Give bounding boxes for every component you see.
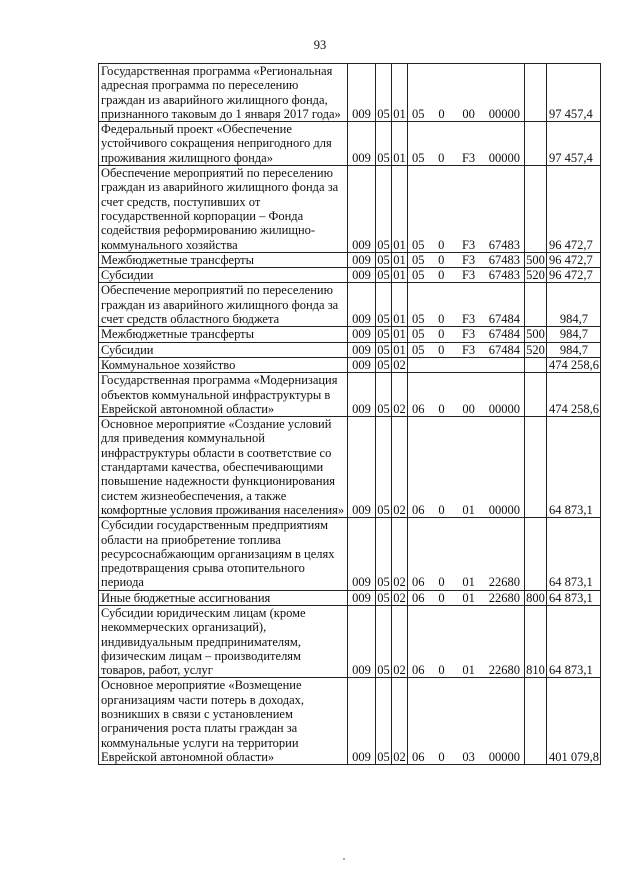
target-article-code — [408, 327, 525, 342]
target-article-measure: F3 — [461, 327, 476, 342]
target-article-program: 06 — [412, 663, 425, 678]
target-article-direction: 00000 — [488, 106, 520, 121]
row-name: Межбюджетные трансферты — [99, 252, 348, 267]
subsection-code: 02 — [393, 357, 406, 372]
expense-type-code — [525, 417, 547, 518]
target-article-code — [408, 373, 525, 417]
expense-type-code — [525, 122, 547, 166]
target-article-direction: 00000 — [488, 401, 520, 416]
expense-type-code — [525, 166, 547, 253]
target-article-program: 06 — [412, 590, 425, 605]
target-article-subprogram: 0 — [438, 150, 445, 165]
subsection-code: 01 — [393, 252, 406, 267]
target-article-direction: 67484 — [488, 342, 520, 357]
target-article-code — [408, 64, 525, 122]
target-article-code — [408, 417, 525, 518]
target-article-code — [408, 283, 525, 327]
subsection-code: 01 — [393, 268, 406, 283]
table-row — [99, 590, 601, 605]
subsection-code: 02 — [392, 518, 408, 590]
row-name: Государственная программа «Региональная адресная программа по переселению граждан из аварийного жилищного фонда, признанного таковым до 1 января 2017 года» — [99, 64, 348, 122]
section-code: 05 — [377, 342, 390, 357]
expense-type-code: 810 — [525, 605, 547, 677]
target-article-measure: F3 — [461, 268, 476, 283]
ministry-code: 009 — [348, 166, 376, 253]
target-article-program: 05 — [412, 150, 425, 165]
target-article-direction: 67483 — [488, 252, 520, 267]
subsection-code: 02 — [392, 678, 408, 765]
target-article-code — [408, 342, 525, 357]
table-row — [99, 605, 601, 677]
table-row — [99, 122, 601, 166]
expense-type-code — [525, 64, 547, 122]
target-article-program: 05 — [412, 252, 425, 267]
amount: 401 079,8 — [547, 678, 601, 765]
amount: 984,7 — [547, 283, 601, 327]
subsection-code: 01 — [392, 166, 408, 253]
row-name: Коммунальное хозяйство — [99, 357, 348, 372]
expense-type-code — [525, 283, 547, 327]
table-row — [99, 518, 601, 590]
row-name: Основное мероприятие «Создание условий для приведения коммунальной инфраструктуры области в соответствие со стандартами качества, обеспечивающими повышение надежности функционирования систем жизнеобеспечения, а также комфортные условия проживания населения» — [99, 417, 348, 518]
target-article-direction: 67483 — [488, 268, 520, 283]
target-article-subprogram: 0 — [438, 575, 445, 590]
ministry-code: 009 — [348, 327, 376, 342]
section-code: 05 — [377, 252, 390, 267]
target-article-subprogram: 0 — [438, 268, 445, 283]
amount: 984,7 — [547, 327, 601, 342]
row-name: Обеспечение мероприятий по переселению граждан из аварийного жилищного фонда за счет средств, поступивших от государственной корпорации – Фонда содействия реформированию жилищно-коммунального хозяйства — [99, 166, 348, 253]
target-article-measure: F3 — [461, 342, 476, 357]
amount: 64 873,1 — [547, 518, 601, 590]
subsection-code: 01 — [392, 122, 408, 166]
target-article-program: 06 — [412, 502, 425, 517]
target-article-code — [408, 605, 525, 677]
amount: 96 472,7 — [547, 252, 601, 267]
target-article-code — [408, 678, 525, 765]
ministry-code: 009 — [348, 417, 376, 518]
table-row — [99, 166, 601, 253]
target-article-subprogram: 0 — [438, 590, 445, 605]
subsection-code: 02 — [393, 590, 406, 605]
target-article-measure: F3 — [461, 312, 476, 327]
target-article-program: 05 — [412, 312, 425, 327]
subsection-code: 02 — [392, 373, 408, 417]
table-row — [99, 252, 601, 267]
table-row — [99, 678, 601, 765]
target-article-subprogram: 0 — [438, 312, 445, 327]
section-code: 05 — [376, 122, 392, 166]
target-article-subprogram: 0 — [438, 663, 445, 678]
section-code: 05 — [376, 166, 392, 253]
section-code: 05 — [376, 678, 392, 765]
target-article-direction: 00000 — [488, 749, 520, 764]
section-code: 05 — [376, 64, 392, 122]
target-article-code — [408, 357, 525, 372]
section-code: 05 — [377, 327, 390, 342]
target-article-code — [408, 518, 525, 590]
row-name: Субсидии юридическим лицам (кроме некоммерческих организаций), индивидуальным предпринимателям, физическим лицам – производителям товаров, работ, услуг — [99, 605, 348, 677]
target-article-direction: 00000 — [488, 150, 520, 165]
table-row — [99, 64, 601, 122]
section-code: 05 — [377, 590, 390, 605]
target-article-measure: 01 — [462, 502, 475, 517]
ministry-code: 009 — [348, 252, 376, 267]
row-name: Федеральный проект «Обеспечение устойчивого сокращения непригодного для проживания жилищного фонда» — [99, 122, 348, 166]
ministry-code: 009 — [348, 122, 376, 166]
target-article-code — [408, 590, 525, 605]
ministry-code: 009 — [348, 283, 376, 327]
row-name: Субсидии — [99, 342, 348, 357]
section-code: 05 — [376, 605, 392, 677]
row-name: Государственная программа «Модернизация объектов коммунальной инфраструктуры в Еврейской автономной области» — [99, 373, 348, 417]
table-row — [99, 357, 601, 372]
expense-type-code: 520 — [526, 268, 545, 283]
target-article-program: 06 — [412, 401, 425, 416]
target-article-measure: 00 — [462, 401, 475, 416]
target-article-code — [408, 268, 525, 283]
amount: 97 457,4 — [547, 122, 601, 166]
target-article-subprogram: 0 — [438, 401, 445, 416]
section-code: 05 — [376, 283, 392, 327]
ministry-code: 009 — [348, 342, 376, 357]
amount: 474 258,6 — [547, 373, 601, 417]
row-name: Иные бюджетные ассигнования — [99, 590, 348, 605]
target-article-program: 05 — [412, 237, 425, 252]
expense-type-code: 500 — [526, 327, 545, 342]
row-name: Субсидии государственным предприятиям области на приобретение топлива ресурсоснабжающим организациям в целях предотвращения срыва отопительного периода — [99, 518, 348, 590]
ministry-code: 009 — [348, 678, 376, 765]
amount: 96 472,7 — [547, 166, 601, 253]
target-article-direction: 22680 — [488, 575, 520, 590]
target-article-program: 05 — [412, 106, 425, 121]
amount: 474 258,6 — [547, 357, 601, 372]
budget-table — [98, 63, 601, 765]
page-number: 93 — [313, 38, 327, 52]
table-row — [99, 373, 601, 417]
target-article-code — [408, 122, 525, 166]
target-article-measure: F3 — [461, 237, 476, 252]
subsection-code: 01 — [393, 327, 406, 342]
target-article-direction: 22680 — [488, 590, 520, 605]
target-article-code — [408, 252, 525, 267]
amount: 96 472,7 — [547, 268, 601, 283]
table-row — [99, 342, 601, 357]
amount: 984,7 — [547, 342, 601, 357]
target-article-direction: 22680 — [488, 663, 520, 678]
subsection-code: 02 — [392, 417, 408, 518]
target-article-subprogram: 0 — [438, 327, 445, 342]
target-article-subprogram: 0 — [438, 252, 445, 267]
table-row — [99, 283, 601, 327]
target-article-measure: F3 — [461, 252, 476, 267]
ministry-code: 009 — [348, 518, 376, 590]
row-name: Субсидии — [99, 268, 348, 283]
target-article-subprogram: 0 — [438, 106, 445, 121]
subsection-code: 01 — [393, 342, 406, 357]
target-article-direction: 67483 — [488, 237, 520, 252]
ministry-code: 009 — [348, 64, 376, 122]
section-code: 05 — [376, 417, 392, 518]
target-article-measure: 00 — [462, 106, 475, 121]
amount: 64 873,1 — [547, 605, 601, 677]
expense-type-code — [525, 678, 547, 765]
subsection-code: 02 — [392, 605, 408, 677]
amount: 64 873,1 — [547, 417, 601, 518]
target-article-direction: 67484 — [488, 312, 520, 327]
target-article-program: 05 — [412, 342, 425, 357]
expense-type-code — [525, 373, 547, 417]
expense-type-code: 500 — [526, 252, 545, 267]
scan-artifact — [343, 858, 345, 860]
section-code: 05 — [377, 268, 390, 283]
ministry-code: 009 — [348, 268, 376, 283]
target-article-measure: 03 — [462, 749, 475, 764]
table-row — [99, 327, 601, 342]
subsection-code: 01 — [392, 64, 408, 122]
target-article-code — [408, 166, 525, 253]
ministry-code: 009 — [348, 373, 376, 417]
section-code: 05 — [376, 518, 392, 590]
row-name: Межбюджетные трансферты — [99, 327, 348, 342]
section-code: 05 — [376, 373, 392, 417]
row-name: Обеспечение мероприятий по переселению граждан из аварийного жилищного фонда за счет средств областного бюджета — [99, 283, 348, 327]
target-article-measure: 01 — [462, 663, 475, 678]
target-article-program: 06 — [412, 575, 425, 590]
target-article-subprogram: 0 — [438, 342, 445, 357]
target-article-measure: 01 — [462, 590, 475, 605]
target-article-program: 05 — [412, 327, 425, 342]
section-code: 05 — [377, 357, 390, 372]
target-article-subprogram: 0 — [438, 502, 445, 517]
table-row — [99, 417, 601, 518]
expense-type-code: 800 — [526, 590, 545, 605]
row-name: Основное мероприятие «Возмещение организациям части потерь в доходах, возникших в связи с установлением ограничения роста платы граждан за коммунальные услуги на территории Еврейской автономной области» — [99, 678, 348, 765]
target-article-measure: F3 — [461, 150, 476, 165]
expense-type-code — [525, 518, 547, 590]
target-article-direction: 00000 — [488, 502, 520, 517]
target-article-program: 05 — [412, 268, 425, 283]
target-article-subprogram: 0 — [438, 749, 445, 764]
amount: 64 873,1 — [547, 590, 601, 605]
amount: 97 457,4 — [547, 64, 601, 122]
target-article-direction: 67484 — [488, 327, 520, 342]
ministry-code: 009 — [348, 605, 376, 677]
target-article-measure: 01 — [462, 575, 475, 590]
expense-type-code: 520 — [526, 342, 545, 357]
ministry-code: 009 — [348, 590, 376, 605]
subsection-code: 01 — [392, 283, 408, 327]
expense-type-code — [525, 357, 547, 372]
target-article-program: 06 — [412, 749, 425, 764]
target-article-subprogram: 0 — [438, 237, 445, 252]
table-row — [99, 268, 601, 283]
ministry-code: 009 — [348, 357, 376, 372]
